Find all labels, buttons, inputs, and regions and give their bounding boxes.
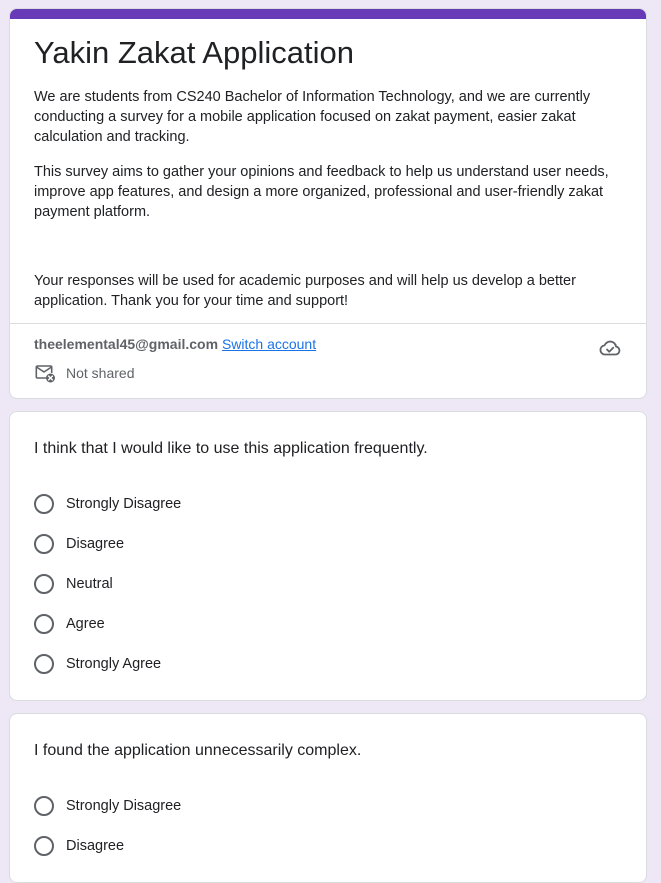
mail-not-shared-icon: [34, 362, 56, 384]
options-list-2: [34, 786, 181, 866]
radio-button[interactable]: [34, 836, 54, 856]
account-info: [34, 334, 316, 354]
option-label: Strongly Disagree: [66, 496, 182, 512]
option-label: Strongly Disagree: [66, 798, 182, 814]
switch-account-link[interactable]: Switch account: [221, 336, 317, 352]
radio-button[interactable]: [34, 494, 54, 514]
radio-option-strongly-agree[interactable]: [34, 644, 181, 684]
radio-option-strongly-disagree[interactable]: [34, 484, 181, 524]
option-label: Disagree: [66, 536, 125, 552]
account-email: theelemental45@gmail.com: [34, 336, 219, 352]
option-label: Disagree: [66, 838, 125, 854]
option-label: Neutral: [66, 576, 113, 592]
share-status: [34, 362, 134, 384]
question-title-2: I found the application unnecessarily complex.: [34, 742, 362, 759]
radio-button[interactable]: [34, 654, 54, 674]
question-card-2: [9, 713, 647, 883]
radio-option-neutral[interactable]: [34, 564, 181, 604]
form-description-paragraph-3: Your responses will be used for academic purposes and will help us develop a better application. Thank you for your time and support!: [34, 273, 576, 309]
options-list-1: [34, 484, 181, 684]
option-label: Strongly Agree: [66, 656, 162, 672]
accent-bar: [10, 9, 646, 19]
radio-button[interactable]: [34, 614, 54, 634]
option-label: Agree: [66, 616, 105, 632]
radio-option-disagree[interactable]: [34, 524, 181, 564]
form-description-paragraph-2: This survey aims to gather your opinions and feedback to help us understand user needs, improve app features, and design a more organized, professional and user-friendly zakat payment platform.: [34, 164, 609, 220]
form-description-paragraph-1: We are students from CS240 Bachelor of Information Technology, and we are currently conducting a survey for a mobile application focused on zakat payment, easier zakat calculation and tracking.: [34, 89, 591, 145]
radio-button[interactable]: [34, 534, 54, 554]
form-title: Yakin Zakat Application: [34, 35, 354, 70]
radio-option-disagree[interactable]: [34, 826, 181, 866]
question-card-1: [9, 411, 647, 701]
radio-button[interactable]: [34, 574, 54, 594]
question-title-1: I think that I would like to use this application frequently.: [34, 440, 428, 457]
radio-option-strongly-disagree[interactable]: [34, 786, 181, 826]
radio-option-agree[interactable]: [34, 604, 181, 644]
cloud-check-icon: [598, 336, 622, 360]
radio-button[interactable]: [34, 796, 54, 816]
form-header-card: [9, 8, 647, 399]
header-divider: [10, 323, 646, 324]
shared-status-text: Not shared: [66, 365, 135, 381]
